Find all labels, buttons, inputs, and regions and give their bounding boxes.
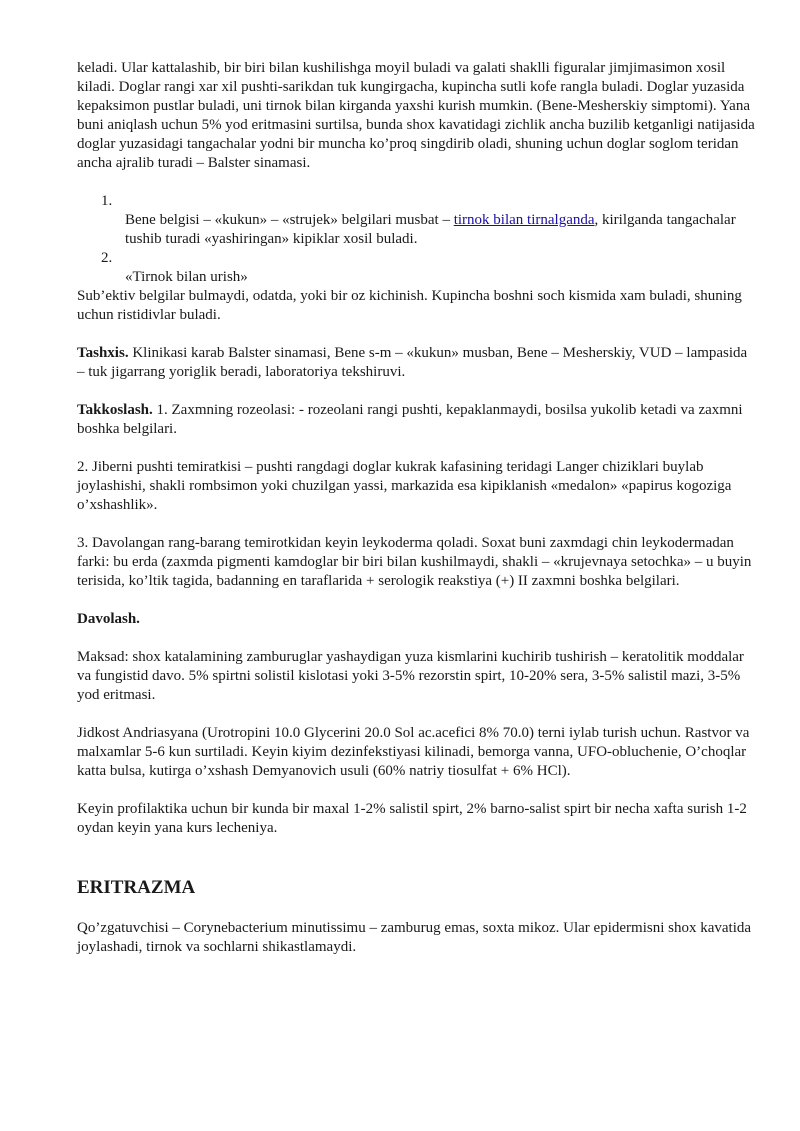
list-item-text	[125, 192, 757, 249]
list-item-text-start: Bene belgisi – «kukun» – «strujek» belgilari musbat –	[125, 212, 454, 228]
comparison-paragraph-3: 3. Davolangan rang-barang temirotkidan keyin leykoderma qoladi. Soxat buni zaxmdagi chin leykodermadan farki: bu erda (zaxmda pigmenti kamdoglar bir biri bilan kushilmaydi, shakli – «krujevnaya setochka» – u buyin terisida, ko’ltik tagida, badanning en taraflarida + serologik reakstiya (+) II zaxmni boshka belgilari.	[77, 535, 752, 589]
comparison-paragraph	[77, 401, 757, 439]
comparison-text: 1. Zaxmning rozeolasi: - rozeolani rangi pushti, kepaklanmaydi, bosilsa yukolib ketadi va zaxmni boshka belgilari.	[77, 402, 743, 437]
symptom-list	[77, 192, 757, 287]
comparison-paragraph-2: 2. Jiberni pushti temiratkisi – pushti rangdagi doglar kukrak kafasining teridagi Langer chiziklari buylab joylashishi, shakli rombsimon yoki chuzilgan yassi, markazida esa kipiklanish «medalon» «papirus kogoziga o’xshashlik».	[77, 459, 732, 513]
list-item-text: «Tirnok bilan urish»	[125, 269, 248, 285]
document-page	[77, 59, 757, 976]
comparison-label: Takkoslash.	[77, 402, 153, 418]
intro-paragraph: keladi. Ular kattalashib, bir biri bilan kushilishga moyil buladi va galati shaklli figuralar jimjimasimon xosil kiladi. Doglar rangi xar xil pushti-sarikdan tuk kungirgacha, kupincha sutli kofe rangla buladi. Doglar yuzasida kepaksimon pustlar buladi, uni tirnok bilan kirganda yaxshi kurish mumkin. (Bene-Mesherskiy simptomi). Yana buni aniqlash uchun 5% yod eritmasini surtilsa, bunda shox kavatidagi zichlik ancha buzilib ketganligi natijasida doglar yuzasidagi tangachalar yodni bir muncha ko’proq singdirib oladi, shuning uchun doglar soglom teridan ancha ajralib turadi – Balster sinamasi.	[77, 60, 755, 171]
section-heading: ERITRAZMA	[77, 877, 196, 898]
diagnosis-text: Klinikasi karab Balster sinamasi, Bene s-m – «kukun» musban, Bene – Mesherskiy, VUD – lampasida – tuk jigarrang yoriglik beradi, laboratoriya tekshiruvi.	[77, 345, 748, 380]
section-paragraph: Qo’zgatuvchisi – Corynebacterium minutissimu – zamburug emas, soxta mikoz. Ular epidermisni shox kavatida joylashadi, tirnok va sochlarni shikastlamaydi.	[77, 920, 752, 955]
list-item-text-end: , kirilganda tangachalar tushib turadi «yashiringan» kipiklar xosil buladi.	[125, 212, 736, 247]
diagnosis-paragraph	[77, 344, 757, 382]
subjective-paragraph: Sub’ektiv belgilar bulmaydi, odatda, yoki bir oz kichinish. Kupincha boshni soch kismida xam buladi, shuning uchun ristidivlar buladi.	[77, 288, 742, 323]
treatment-goal-paragraph: Maksad: shox katalamining zamburuglar yashaydigan yuza kismlarini kuchirib tushirish – keratolitik moddalar va fungistid davo. 5% spirtni solistil kislotasi yoki 3-5% rezorstin spirt, 10-20% sera, 3-5% salistil mazi, 3-5% yod eritmasi.	[77, 649, 744, 703]
list-item	[77, 249, 757, 287]
scratch-link[interactable]: tirnok bilan tirnalganda	[453, 212, 595, 228]
list-number: 1.	[101, 193, 113, 209]
diagnosis-label: Tashxis.	[77, 345, 129, 361]
treatment-heading: Davolash.	[77, 611, 140, 627]
treatment-prophylaxis-paragraph: Keyin profilaktika uchun bir kunda bir maxal 1-2% salistil spirt, 2% barno-salist spirt bir necha xafta surish 1-2 oydan keyin yana kurs lecheniya.	[77, 801, 747, 836]
list-item	[77, 192, 757, 249]
treatment-andriasyan-paragraph: Jidkost Andriasyana (Urotropini 10.0 Glycerini 20.0 Sol ac.acefici 8% 70.0) terni iylab turish uchun. Rastvor va malxamlar 5-6 kun surtiladi. Keyin kiyim dezinfekstiyasi kilinadi, bemorga vanna, UFO-obluchenie, O’choqlar katta bulsa, kutirga o’xshash Demyanovich usuli (60% natriy tiosulfat + 6% HCl).	[77, 725, 750, 779]
list-number: 2.	[101, 250, 113, 266]
